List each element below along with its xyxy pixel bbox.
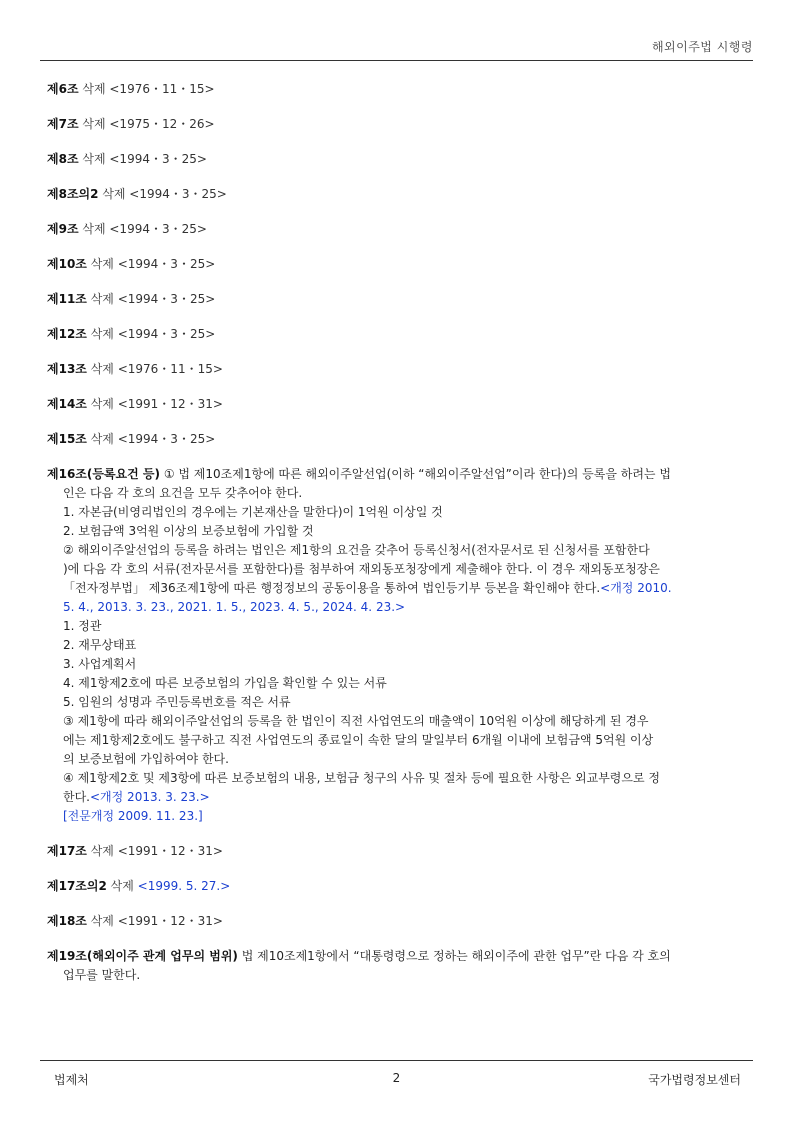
deleted-article: 제12조 삭제 <1994・3・25> — [47, 327, 216, 341]
deleted-article: 제11조 삭제 <1994・3・25> — [47, 292, 216, 306]
article-number: 제9조 — [47, 222, 79, 236]
document-body — [47, 80, 755, 1001]
deleted-article: 제15조 삭제 <1994・3・25> — [47, 432, 216, 446]
article-number: 제18조 — [47, 914, 87, 928]
article-number: 제17조 — [47, 844, 87, 858]
article-number: 제8조 — [47, 152, 79, 166]
article-19: 제19조(해외이주 관계 업무의 범위) 법 제10조제1항에서 “대통령령으로 정하는 해외이주에 관한 업무”란 다음 각 호의 업무를 말한다. — [47, 949, 671, 982]
article-number: 제6조 — [47, 82, 79, 96]
article-number: 제12조 — [47, 327, 87, 341]
article-number: 제15조 — [47, 432, 87, 446]
article-16-title: 제16조(등록요건 등) — [47, 467, 160, 481]
footer-source: 국가법령정보센터 — [648, 1073, 741, 1087]
amendment-note: 5. 4., 2013. 3. 23., 2021. 1. 5., 2023. 4. 5., 2024. 4. 23.> — [63, 600, 406, 614]
page-footer — [40, 1060, 753, 1091]
deleted-article: 제9조 삭제 <1994・3・25> — [47, 222, 207, 236]
page-number: 2 — [392, 1071, 401, 1085]
article-number: 제13조 — [47, 362, 87, 376]
amendment-note: <개정 2013. 3. 23.> — [90, 790, 210, 804]
deleted-article: 제8조 삭제 <1994・3・25> — [47, 152, 207, 166]
deleted-article: 제13조 삭제 <1976・11・15> — [47, 362, 223, 376]
article-number: 제10조 — [47, 257, 87, 271]
footer-publisher: 법제처 — [54, 1073, 89, 1087]
amendment-note: <1999. 5. 27.> — [137, 879, 231, 893]
article-number: 제17조의2 — [47, 879, 107, 893]
article-19-title: 제19조(해외이주 관계 업무의 범위) — [47, 949, 238, 963]
deleted-articles-mid — [47, 842, 755, 931]
deleted-article: 제17조의2 삭제 <1999. 5. 27.> — [47, 879, 231, 893]
deleted-article: 제10조 삭제 <1994・3・25> — [47, 257, 216, 271]
deleted-article: 제7조 삭제 <1975・12・26> — [47, 117, 215, 131]
article-number: 제11조 — [47, 292, 87, 306]
article-number: 제7조 — [47, 117, 79, 131]
article-number: 제14조 — [47, 397, 87, 411]
header-title: 해외이주법 시행령 — [651, 40, 753, 54]
deleted-articles-top — [47, 80, 755, 449]
article-number: 제8조의2 — [47, 187, 99, 201]
deleted-article: 제14조 삭제 <1991・12・31> — [47, 397, 223, 411]
article-16: 제16조(등록요건 등) ① 법 제10조제1항에 따른 해외이주알선업(이하 “해외이주알선업”이라 한다)의 등록을 하려는 법 인은 다음 각 호의 요건을 모두 갖추어야 한다. 1. 자본금(비영리법인의 경우에는 기본재산을 말한다)이 1억원 이상일 것 2. 보험금액 3억원 이상의 보증보험에 가입할 것 ② 해외이주알선업의 등록을 하려는 법인은 제1항의 요건을 갖추어 등록신청서(전자문서로 된 신청서를 포함한다 )에 다음 각 호의 서류(전자문서를 포함한다)를 첨부하여 재외동포청장에게 제출해야 한다. 이 경우 재외동포청장은 「전자정부법」 제36조제1항에 따른 행정정보의 공동이용을 통하여 법인등기부 등본을 확인해야 한다.<개정 2010. 5. 4., 2013. 3. 23., 2021. 1. 5., 2023. 4. 5., 2024. 4. 23.> 1. 정관 2. 재무상태표 3. 사업계획서 4. 제1항제2호에 따른 보증보험의 가입을 확인할 수 있는 서류 5. 임원의 성명과 주민등록번호를 적은 서류 ③ 제1항에 따라 해외이주알선업의 등록을 한 법인이 직전 사업연도의 매출액이 10억원 이상에 해당하게 된 경우 에는 제1항제2호에도 불구하고 직전 사업연도의 종료일이 속한 달의 말일부터 6개월 이내에 보험금액 5억원 이상 의 보증보험에 가입하여야 한다. ④ 제1항제2호 및 제3항에 따른 보증보험의 내용, 보험금 청구의 사유 및 절차 등에 필요한 사항은 외교부령으로 정 한다.<개정 2013. 3. 23.> [전문개정 2009. 11. 23.] — [47, 465, 755, 826]
amendment-note: <개정 2010. — [600, 581, 672, 595]
deleted-article: 제17조 삭제 <1991・12・31> — [47, 844, 223, 858]
deleted-article: 제18조 삭제 <1991・12・31> — [47, 914, 223, 928]
full-revision-note: [전문개정 2009. 11. 23.] — [63, 809, 203, 823]
page-header — [40, 36, 753, 61]
deleted-article: 제6조 삭제 <1976・11・15> — [47, 82, 215, 96]
deleted-article: 제8조의2 삭제 <1994・3・25> — [47, 187, 227, 201]
